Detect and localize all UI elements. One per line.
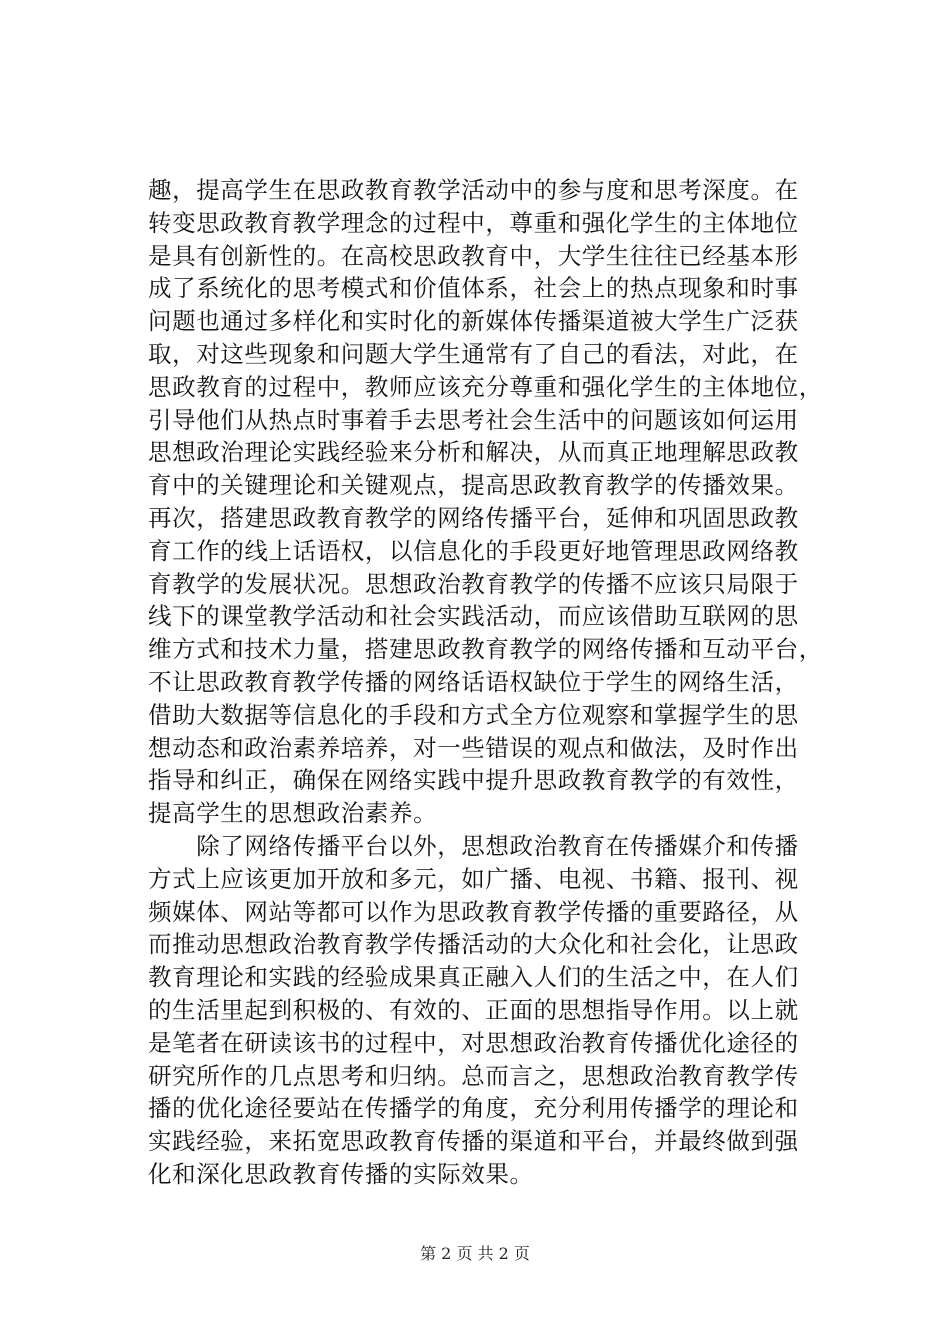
text-line: 而推动思想政治教育教学传播活动的大众化和社会化，让思政 <box>148 930 799 959</box>
text-line: 借助大数据等信息化的手段和方式全方位观察和掌握学生的思 <box>148 700 799 729</box>
text-line: 育中的关键理论和关键观点，提高思政教育教学的传播效果。 <box>148 471 799 500</box>
body-text <box>148 174 838 1191</box>
text-line: 趣，提高学生在思政教育教学活动中的参与度和思考深度。在 <box>148 176 799 204</box>
text-line: 实践经验，来拓宽思政教育传播的渠道和平台，并最终做到强 <box>148 1127 799 1156</box>
text-line: 思想政治理论实践经验来分析和解决，从而真正地理解思政教 <box>148 438 799 467</box>
text-line: 想动态和政治素养培养，对一些错误的观点和做法，及时作出 <box>148 733 799 762</box>
text-line: 教育理论和实践的经验成果真正融入人们的生活之中，在人们 <box>148 963 799 992</box>
text-line: 转变思政教育教学理念的过程中，尊重和强化学生的主体地位 <box>148 208 799 237</box>
text-line: 引导他们从热点时事着手去思考社会生活中的问题该如何运用 <box>148 405 799 434</box>
text-line: 育工作的线上话语权，以信息化的手段更好地管理思政网络教 <box>148 536 799 565</box>
text-line: 除了网络传播平台以外，思想政治教育在传播媒介和传播 <box>148 831 799 860</box>
text-line: 再次，搭建思政教育教学的网络传播平台，延伸和巩固思政教 <box>148 503 799 532</box>
text-line: 研究所作的几点思考和归纳。总而言之，思想政治教育教学传 <box>148 1061 799 1090</box>
text-line: 取，对这些现象和问题大学生通常有了自己的看法，对此，在 <box>148 339 799 368</box>
text-line: 的生活里起到积极的、有效的、正面的思想指导作用。以上就 <box>148 995 799 1024</box>
text-line: 是具有创新性的。在高校思政教育中，大学生往往已经基本形 <box>148 241 799 270</box>
text-line: 思政教育的过程中，教师应该充分尊重和强化学生的主体地位， <box>148 372 823 401</box>
text-line: 线下的课堂教学活动和社会实践活动，而应该借助互联网的思 <box>148 602 799 631</box>
text-line: 频媒体、网站等都可以作为思政教育教学传播的重要路径，从 <box>148 897 799 926</box>
text-line: 化和深化思政教育传播的实际效果。 <box>148 1159 534 1188</box>
text-line: 是笔者在研读该书的过程中，对思想政治教育传播优化途径的 <box>148 1028 799 1057</box>
text-line: 提高学生的思想政治素养。 <box>148 799 438 828</box>
text-line: 方式上应该更加开放和多元，如广播、电视、书籍、报刊、视 <box>148 864 799 893</box>
page-number-footer: 第 2 页 共 2 页 <box>420 1244 530 1263</box>
text-line: 育教学的发展状况。思想政治教育教学的传播不应该只局限于 <box>148 569 799 598</box>
text-line: 播的优化途径要站在传播学的角度，充分利用传播学的理论和 <box>148 1094 799 1123</box>
text-line: 问题也通过多样化和实时化的新媒体传播渠道被大学生广泛获 <box>148 307 799 336</box>
text-line: 不让思政教育教学传播的网络话语权缺位于学生的网络生活， <box>148 667 799 696</box>
text-line: 成了系统化的思考模式和价值体系，社会上的热点现象和时事 <box>148 274 799 303</box>
text-line: 维方式和技术力量，搭建思政教育教学的网络传播和互动平台， <box>148 635 823 664</box>
text-line: 指导和纠正，确保在网络实践中提升思政教育教学的有效性， <box>148 766 799 795</box>
